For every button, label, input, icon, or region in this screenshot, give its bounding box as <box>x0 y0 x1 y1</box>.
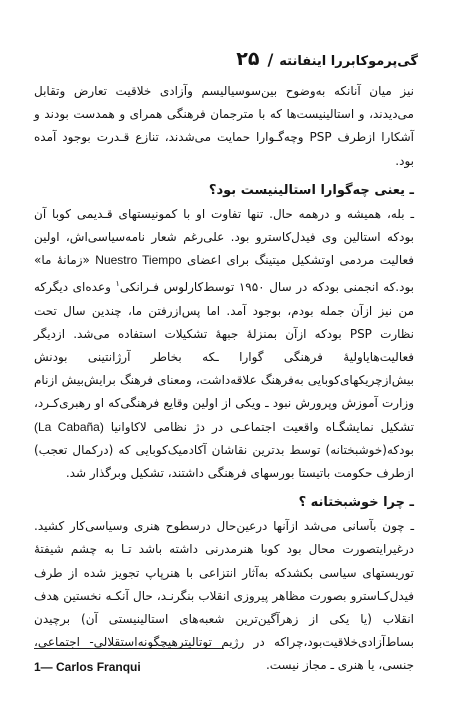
page-header <box>36 48 418 74</box>
paragraph-1: نیز میان آنانکه به‌وضوح بین‌سوسیالیسم وآزادی خلاقیت تعارض وتقابل می‌دیدند، و استالینیست‌ها که با مترجمان فرهنگی همرای و همدست بودند و آشکارا ازطرف PSP وچه‌گـوارا حمایت می‌شدند، تنازع قـدرت بوجود آمده بود. <box>34 84 415 168</box>
question-text: چرا خوشبختانه ؟ <box>298 495 406 511</box>
paragraph-3: ـ چون بآسانی می‌شد ازآنها درعین‌حال درسطوح هنری وسیاسی‌کار کشید. درغیرایتصورت محال بود کوبا هنرمدرنی داشته باشد تـا به چشم شیفتهٔ توریستهای سیاسی بکشدکه به‌آثار انتزاعی با هنرپاپ تجویز شده از طرف فیدل‌کـاسترو بصورت مظاهر پیروزی انقلاب بنگرنـد، حال آنکـه نخستین هدف انقلاب (یا یکی از زهرآگین‌ترین شعبه‌های استالینیستی آن) برچیدن بساط‌آزادی‌خلاقیت‌بود،چراکه در رژیم توتالیترهیچگونه‌استقلالی- اجتماعی، جنسی، یا هنری ـ مجاز نیست. <box>34 519 414 673</box>
question-dash: ـ <box>409 495 414 511</box>
footnote-divider <box>34 648 224 649</box>
page-number: ۲۵ <box>236 48 260 70</box>
running-title: گی‌پرموکابررا اینفانته <box>279 54 418 69</box>
footnote: 1— Carlos Franqui <box>34 660 141 674</box>
paragraph-2 <box>34 203 414 485</box>
latin-term-la-cabana: (La Cabaña) <box>34 419 104 434</box>
question-heading-2 <box>34 491 414 515</box>
paragraph-2-part-2: «زمانهٔ ما» بود.که انجمنی بودکه در سال ۱۹۵۰ توسط‌کارلوس فـرانکی <box>34 253 414 295</box>
body-text <box>34 80 414 678</box>
question-dash: ـ <box>409 182 414 198</box>
question-heading-1 <box>34 179 414 203</box>
paragraph-2-part-1: ـ بله، همیشه و درهمه حال. تنها تفاوت او با کمونیستهای قـدیمی کوبا آن بودکه استالین وی فیدل‌کاسترو بود. علی‌رغم شعار نامه‌سیاسی‌اش، اولین فعالیت مردمی اوتشکیل میتینگ برای اعضای <box>34 206 415 268</box>
question-text: یعنی چه‌گوارا استالینیست بود؟ <box>208 182 406 198</box>
footnote-marker[interactable]: ۱ <box>115 279 120 289</box>
paragraph-2-part-4: بودکه(خوشبختانه) توسط بدترین نقاشان آکادمیک‌کوبایی که (درکمال تعجب) ازطرف حکومت باتیستا بورسهای فرهنگی داشتند، تشکیل وبرگذار شد. <box>34 442 414 481</box>
latin-term-nuestro-tiempo: Nuestro Tiempo <box>95 253 182 268</box>
header-separator: / <box>267 50 274 69</box>
paragraph-2-part-3: وعده‌ای دیگرکه من نیز ازآن جمله بودم، بوجود آمد. اما پس‌ازرفتن ما، چندین سال تحت نظارت PSP بودکه ازآن بمنزلهٔ جبههٔ تشکیلات استفاده می‌شد. ازدیگر فعالیت‌هایاولیهٔ فرهنگی گوارا ـکه بخاطر آرژانتینی بودنش بیش‌ازچریکهای‌کوبایی به‌فرهنگ علاقه‌داشت، ومعنای فرهنگ برایش‌بیش ازنام وزارت آموزش وپرورش نبود ـ ویکی از اولین وقایع فرهنگی‌که او رهبری‌کـرد، تشکیل نمایشگـاه واقعیت اجتماعـی در دژ نظامی لاکاوانیا <box>34 280 414 434</box>
